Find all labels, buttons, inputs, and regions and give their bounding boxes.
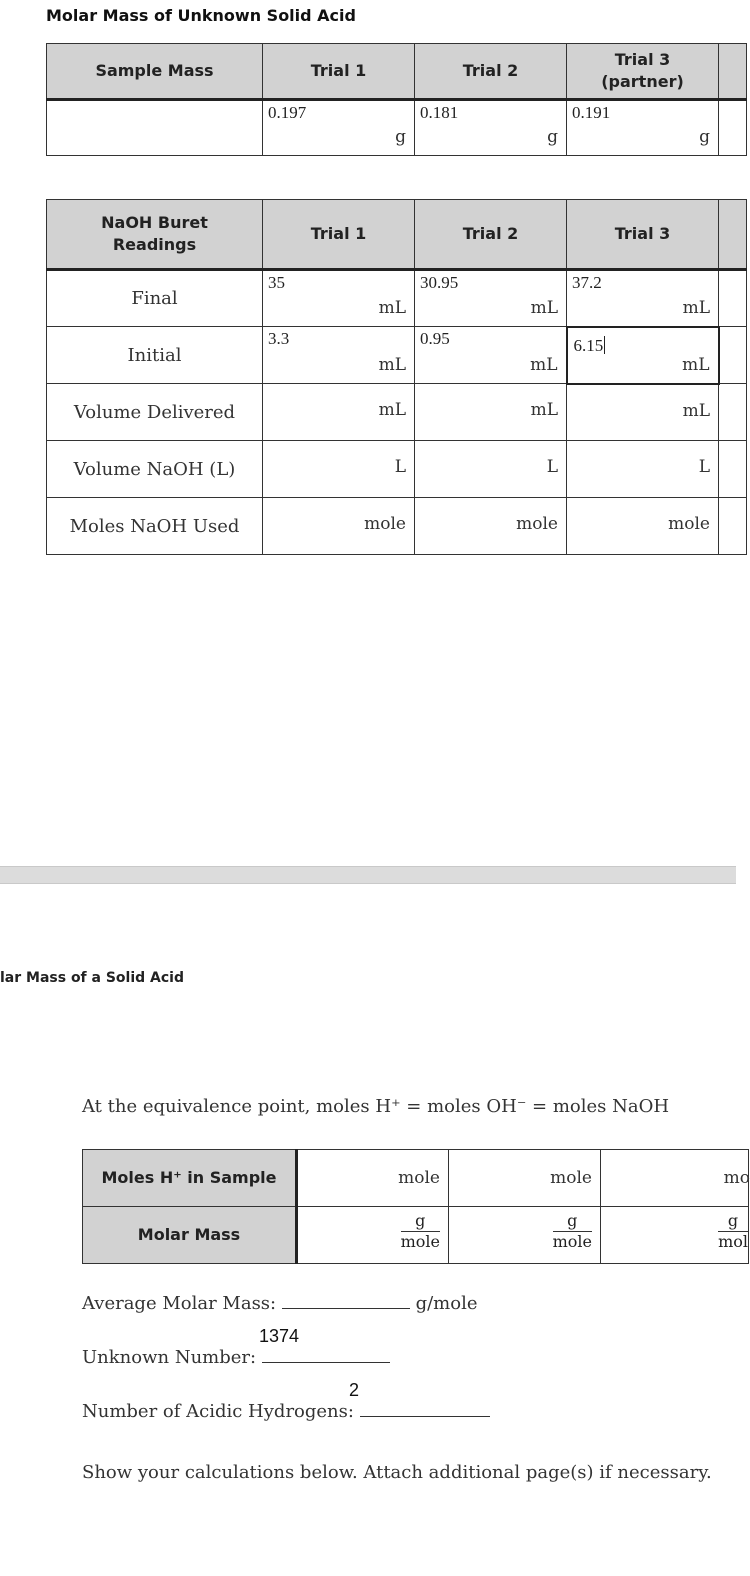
average-molar-mass-line [82,1293,477,1314]
unit-ml: mL [378,400,406,420]
molar-mass-trial3-cell[interactable] [601,1207,749,1264]
moles-naoh-trial3-cell[interactable] [567,498,719,555]
acidic-hydrogens-value[interactable]: 2 [349,1380,360,1400]
sample-mass-trial1-value: 0.197 [268,103,307,122]
sample-mass-table [46,43,747,156]
table-row [47,384,747,441]
extra-header [719,200,747,270]
unit-mole: mole [668,514,710,534]
moles-h-trial1-cell[interactable] [297,1150,449,1207]
table-row [47,498,747,555]
molar-mass-trial2-cell[interactable] [449,1207,601,1264]
equivalence-statement: At the equivalence point, moles H⁺ = moles OH⁻ = moles NaOH [82,1096,670,1117]
extra-cell [719,498,747,555]
moles-molar-mass-table [82,1149,749,1264]
final-trial2-value: 30.95 [420,273,459,292]
initial-trial1-cell[interactable] [263,327,415,384]
trial1-header: Trial 1 [263,44,415,100]
unknown-number-value[interactable]: 1374 [259,1326,300,1346]
row-label-final: Final [47,270,263,327]
section-subtitle: lar Mass of a Solid Acid [0,970,184,986]
volume-naoh-trial3-cell[interactable] [567,441,719,498]
unit-l: L [698,457,710,477]
final-trial1-value: 35 [268,273,285,292]
unit-ml: mL [530,355,558,375]
unit-mole: mole [364,514,406,534]
molar-mass-trial1-cell[interactable] [297,1207,449,1264]
initial-trial3-value[interactable]: 6.15 [573,335,604,355]
initial-trial2-cell[interactable] [415,327,567,384]
unit-l: L [546,457,558,477]
unit-ml: mL [682,400,710,421]
unit-mole: mole [516,514,558,534]
buret-readings-header: NaOH Buret Readings [47,200,263,270]
volume-delivered-trial3-cell[interactable] [567,384,719,441]
unknown-number-blank[interactable] [262,1362,390,1363]
moles-h-label: Moles H⁺ in Sample [83,1150,297,1207]
volume-delivered-trial2-cell[interactable] [415,384,567,441]
molar-mass-label: Molar Mass [83,1207,297,1264]
table-row [83,1150,749,1207]
extra-cell [719,327,747,384]
text-cursor [604,336,605,354]
table-row [47,441,747,498]
unit-ml: mL [378,355,406,375]
row-label-initial: Initial [47,327,263,384]
calculations-instructions: Show your calculations below. Attach additional page(s) if necessary. [82,1462,712,1483]
unit-ml: mL [530,298,558,318]
unit-ml: mL [682,297,710,318]
volume-delivered-trial1-cell[interactable] [263,384,415,441]
unit-ml: mL [530,400,558,420]
extra-header [719,44,747,100]
unit-l: L [394,457,406,477]
moles-h-trial3-cell[interactable] [601,1150,749,1207]
acidic-hydrogens-line [82,1401,490,1422]
extra-cell [719,441,747,498]
final-trial3-cell[interactable] [567,270,719,327]
final-trial2-cell[interactable] [415,270,567,327]
moles-naoh-trial1-cell[interactable] [263,498,415,555]
sample-mass-trial3-value: 0.191 [572,103,611,122]
extra-cell [719,384,747,441]
section-title: Molar Mass of Unknown Solid Acid [46,6,356,25]
average-molar-mass-unit: g/mole [415,1293,478,1314]
unit-ml: mL [682,354,710,375]
average-molar-mass-label: Average Molar Mass: [82,1293,277,1314]
unit-mole: mole [550,1168,592,1188]
table-row [47,327,747,384]
trial3-header: Trial 3 [567,200,719,270]
sample-mass-header: Sample Mass [47,44,263,100]
buret-readings-table [46,199,747,555]
trial1-header: Trial 1 [263,200,415,270]
extra-cell [719,270,747,327]
sample-mass-label-cell [47,100,263,156]
unit-ml: mL [378,298,406,318]
unit-g-per-mole: g mole [552,1211,592,1251]
trial2-header: Trial 2 [415,200,567,270]
initial-trial1-value: 3.3 [268,329,290,348]
unknown-number-label: Unknown Number: [82,1347,257,1368]
unknown-number-line [82,1347,390,1368]
sample-mass-trial3-cell[interactable] [567,100,719,156]
trial2-header: Trial 2 [415,44,567,100]
final-trial1-cell[interactable] [263,270,415,327]
sample-mass-trial2-cell[interactable] [415,100,567,156]
volume-naoh-trial2-cell[interactable] [415,441,567,498]
unit-g: g [547,127,558,147]
acidic-hydrogens-blank[interactable] [360,1416,490,1417]
table-row [47,270,747,327]
unit-g: g [395,127,406,147]
sample-mass-trial1-cell[interactable] [263,100,415,156]
sample-mass-trial2-value: 0.181 [420,103,459,122]
row-label-moles-naoh: Moles NaOH Used [47,498,263,555]
unit-mole: mo [723,1168,750,1188]
moles-h-trial2-cell[interactable] [449,1150,601,1207]
acidic-hydrogens-label: Number of Acidic Hydrogens: [82,1401,354,1422]
row-label-volume-delivered: Volume Delivered [47,384,263,441]
average-molar-mass-blank[interactable] [282,1308,410,1309]
moles-naoh-trial2-cell[interactable] [415,498,567,555]
initial-trial3-cell[interactable] [567,327,719,384]
unit-g-per-mole: g mol [718,1211,748,1251]
extra-cell [719,100,747,156]
unit-g-per-mole: g mole [400,1211,440,1251]
initial-trial2-value: 0.95 [420,329,450,348]
table-row [83,1207,749,1264]
page-divider [0,866,736,884]
unit-g: g [699,127,710,147]
volume-naoh-trial1-cell[interactable] [263,441,415,498]
unit-mole: mole [398,1168,440,1188]
trial3-header: Trial 3 (partner) [567,44,719,100]
row-label-volume-naoh: Volume NaOH (L) [47,441,263,498]
final-trial3-value: 37.2 [572,273,602,292]
